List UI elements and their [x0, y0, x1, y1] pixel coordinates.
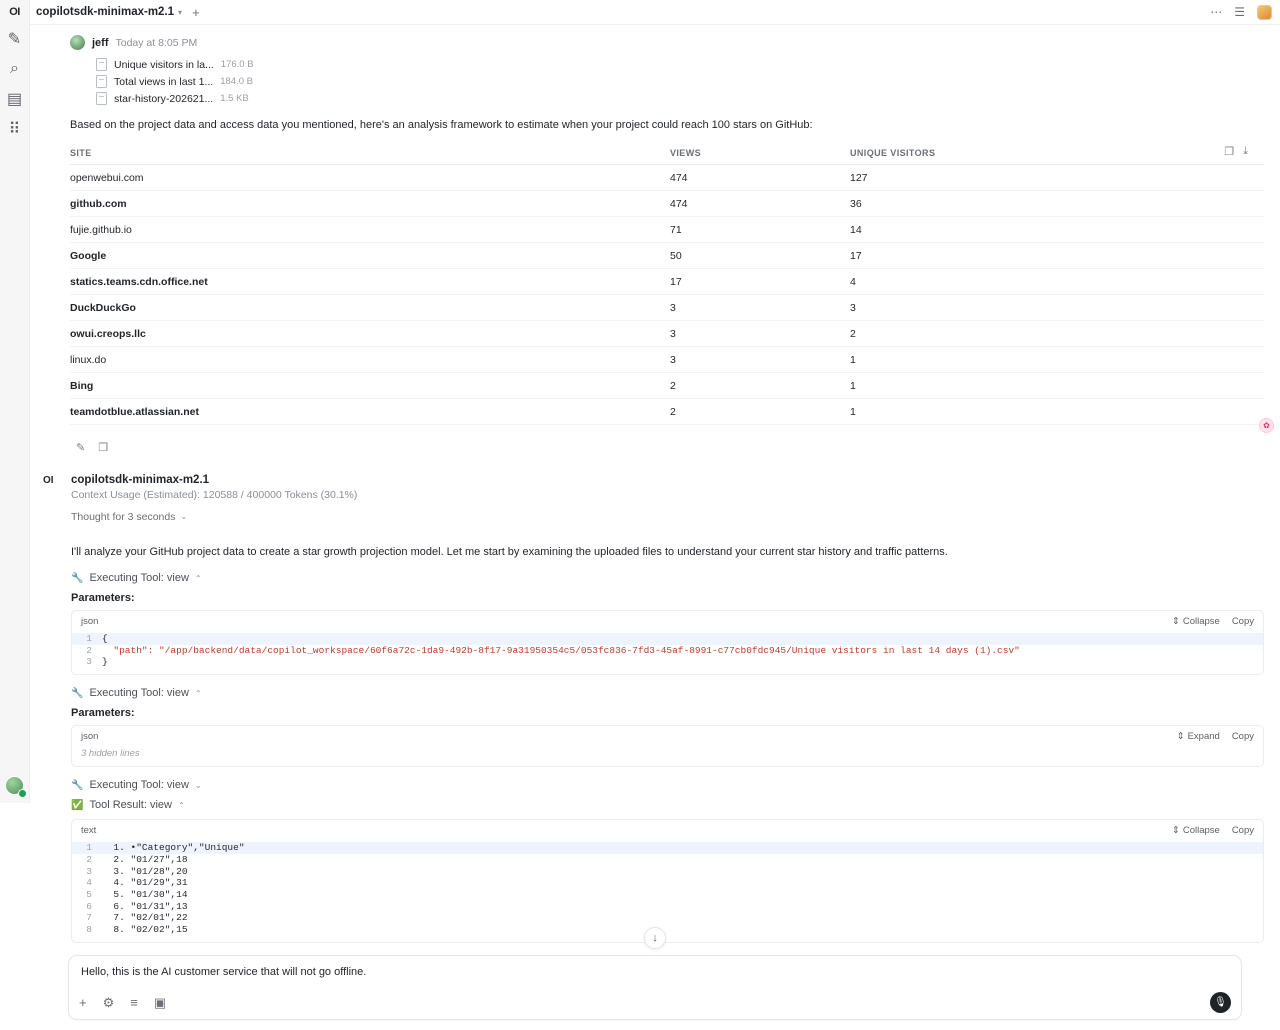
- tool-result-label: Tool Result: view: [89, 799, 172, 812]
- cell-site: openwebui.com: [70, 164, 670, 190]
- file-icon: [96, 92, 107, 105]
- code-text: 2. "01/27",18: [102, 853, 188, 865]
- traffic-table-wrapper: [70, 144, 1264, 425]
- account-avatar[interactable]: [1257, 5, 1272, 20]
- code-block-actions: [1172, 825, 1254, 836]
- attachment-size: 176.0 B: [220, 59, 254, 70]
- line-number: 1: [86, 633, 92, 644]
- line-number: 3: [86, 656, 92, 668]
- chevron-up-icon: ⌃: [178, 800, 185, 810]
- cell-views: 50: [670, 242, 850, 268]
- cell-views: 71: [670, 216, 850, 242]
- cell-unique-visitors: 14: [850, 216, 1264, 242]
- collapse-label: Collapse: [1182, 825, 1220, 837]
- table-row: [70, 346, 1264, 372]
- thought-label: Thought for 3 seconds: [71, 510, 176, 523]
- code-text: 6. "01/31",13: [102, 900, 188, 912]
- code-text: }: [102, 656, 108, 668]
- new-tab-button[interactable]: +: [192, 4, 200, 20]
- cell-site: owui.creops.llc: [70, 320, 670, 346]
- online-status-badge: [18, 789, 27, 798]
- assistant-badge: OI: [43, 474, 54, 486]
- code-line: [72, 633, 1263, 645]
- more-options-icon[interactable]: ⋯: [1210, 5, 1223, 19]
- assistant-model-name: copilotsdk-minimax-m2.1: [71, 473, 210, 486]
- collapse-button[interactable]: [1172, 616, 1220, 627]
- code-block-parameters-1: [71, 610, 1264, 675]
- code-line: [72, 912, 1263, 924]
- user-name: jeff: [92, 36, 109, 49]
- code-text: {: [102, 633, 108, 644]
- cell-site: statics.teams.cdn.office.net: [70, 268, 670, 294]
- user-avatar-rail[interactable]: [5, 776, 24, 795]
- voice-input-button[interactable]: 🎙: [1210, 992, 1231, 1013]
- tool-call-row[interactable]: [71, 572, 1264, 584]
- cell-site: Google: [70, 242, 670, 268]
- conversation-scroll[interactable]: [30, 25, 1280, 955]
- assistant-body: [71, 474, 1264, 955]
- code-block-tool-result: [71, 819, 1264, 943]
- table-row: [70, 190, 1264, 216]
- table-row: [70, 242, 1264, 268]
- parameters-label: Parameters:: [71, 707, 135, 720]
- collapse-icon: ⇕: [1171, 825, 1180, 837]
- cell-views: 3: [670, 294, 850, 320]
- copy-button[interactable]: Copy: [1231, 825, 1254, 837]
- add-attachment-button[interactable]: +: [79, 994, 87, 1010]
- composer-toolbar: [79, 992, 1231, 1013]
- line-number: 2: [86, 853, 92, 865]
- library-icon[interactable]: [4, 88, 26, 110]
- edit-message-icon[interactable]: ✎: [76, 441, 86, 454]
- line-number: 8: [86, 924, 92, 936]
- code-line: [72, 854, 1263, 866]
- list-item[interactable]: [96, 56, 1264, 73]
- traffic-table: [70, 148, 1264, 425]
- composer[interactable]: [68, 955, 1242, 1020]
- code-text: 8. "02/02",15: [102, 924, 188, 936]
- code-text: 4. "01/29",31: [102, 877, 188, 889]
- line-number: 5: [86, 888, 92, 900]
- code-line: [72, 842, 1263, 854]
- code-line: [72, 645, 1263, 657]
- cell-views: 474: [670, 190, 850, 216]
- table-row: [70, 216, 1264, 242]
- titlebar-actions: [1210, 5, 1272, 20]
- code-text: 1. •"Category","Unique": [102, 842, 245, 854]
- table-row: [70, 294, 1264, 320]
- cell-unique-visitors: 36: [850, 190, 1264, 216]
- wrench-icon: 🔧: [71, 572, 84, 584]
- code-line: [72, 877, 1263, 889]
- table-header-row: [70, 148, 1264, 165]
- artifacts-button[interactable]: ▣: [153, 994, 167, 1010]
- code-text: 3. "01/28",20: [102, 865, 188, 877]
- chevron-down-icon: ⌄: [194, 780, 202, 790]
- parameters-label: Parameters:: [71, 592, 135, 604]
- code-text: 5. "01/30",14: [102, 888, 188, 900]
- attachment-name: Unique visitors in la...: [114, 58, 214, 71]
- expand-button[interactable]: [1177, 731, 1220, 742]
- cell-views: 3: [670, 346, 850, 372]
- code-language: text: [81, 825, 97, 837]
- attachment-list: [96, 56, 1264, 107]
- assistant-message: [43, 473, 1264, 955]
- tool-call-label: Executing Tool: view: [89, 572, 189, 584]
- assistant-text: I'll analyze your GitHub project data to create a star growth projection model. Let me start by examining the uploaded files to understand your current star history and traffic patterns.: [71, 545, 948, 558]
- line-number: 7: [86, 912, 92, 924]
- thought-toggle[interactable]: [71, 511, 187, 523]
- expand-label: Expand: [1187, 731, 1220, 743]
- cell-unique-visitors: 1: [850, 346, 1264, 372]
- app-logo: OI: [9, 6, 20, 18]
- cell-unique-visitors: 2: [850, 320, 1264, 346]
- message-timestamp: Today at 8:05 PM: [115, 36, 198, 49]
- tools-button[interactable]: ⚙: [102, 994, 115, 1010]
- chevron-down-icon[interactable]: ▾: [178, 7, 183, 17]
- code-body[interactable]: [72, 840, 1263, 942]
- user-message-text: Based on the project data and access data you mentioned, here's an analysis framework to estimate when your project could reach 100 stars on GitHub:: [70, 119, 813, 131]
- copy-table-icon[interactable]: ❐: [1224, 145, 1235, 158]
- library-glyph: ▤: [6, 91, 23, 108]
- toggle-panel-icon[interactable]: ☰: [1234, 5, 1245, 19]
- copy-message-icon[interactable]: ❐: [98, 441, 109, 454]
- cell-unique-visitors: 1: [850, 398, 1264, 424]
- line-number: 6: [86, 900, 92, 912]
- cell-site: linux.do: [70, 346, 670, 372]
- tool-call-row[interactable]: [71, 779, 1264, 791]
- line-number: 3: [86, 865, 92, 877]
- code-line: [72, 901, 1263, 913]
- cell-site: fujie.github.io: [70, 216, 670, 242]
- avatar: [70, 35, 85, 50]
- chat-title[interactable]: copilotsdk-minimax-m2.1: [36, 6, 175, 18]
- code-line: [72, 866, 1263, 878]
- code-language: json: [81, 731, 99, 743]
- code-body[interactable]: [72, 631, 1263, 674]
- expand-icon: ⇕: [1176, 731, 1185, 743]
- apps-icon[interactable]: [4, 118, 26, 140]
- cell-site: teamdotblue.atlassian.net: [70, 398, 670, 424]
- wrench-icon: 🔧: [71, 687, 84, 699]
- cell-site: DuckDuckGo: [70, 294, 670, 320]
- cell-views: 474: [670, 164, 850, 190]
- file-icon: [96, 58, 107, 71]
- code-block-parameters-2: [71, 725, 1264, 767]
- line-number: 1: [86, 842, 92, 854]
- user-message-header: [70, 35, 1264, 50]
- copy-button[interactable]: Copy: [1231, 731, 1254, 743]
- apps-glyph: ⠿: [8, 121, 21, 138]
- wrench-icon: 🔧: [71, 779, 84, 791]
- list-item[interactable]: [96, 90, 1264, 107]
- code-language: json: [81, 616, 99, 627]
- copy-button[interactable]: Copy: [1231, 616, 1254, 627]
- column-header-site: SITE: [70, 148, 670, 165]
- tool-call-label: Executing Tool: view: [89, 687, 189, 700]
- conversation-inner: [30, 25, 1280, 955]
- code-block-actions: [1177, 731, 1254, 742]
- main-column: [30, 0, 1280, 1010]
- cell-views: 2: [670, 372, 850, 398]
- code-block-actions: [1172, 616, 1254, 627]
- assistant-floating-badge-icon[interactable]: ✿: [1259, 418, 1274, 433]
- cell-unique-visitors: 3: [850, 294, 1264, 320]
- search-glyph: ⌕: [10, 60, 19, 77]
- cell-site: github.com: [70, 190, 670, 216]
- table-row: [70, 398, 1264, 424]
- attachment-name: Total views in last 1...: [114, 75, 214, 88]
- code-line: [72, 889, 1263, 901]
- column-header-views: VIEWS: [670, 148, 850, 165]
- table-row: [70, 372, 1264, 398]
- cell-views: 17: [670, 268, 850, 294]
- file-icon: [96, 75, 107, 88]
- cell-views: 3: [670, 320, 850, 346]
- code-block-header: [72, 820, 1263, 840]
- code-line: [72, 656, 1263, 668]
- attachment-size: 184.0 B: [220, 76, 253, 87]
- table-row: [70, 268, 1264, 294]
- code-text: 7. "02/01",22: [102, 912, 188, 924]
- titlebar: [30, 0, 1280, 25]
- code-text: "path": "/app/backend/data/copilot_workspace/60f6a72c-1da9-492b-8f17-9a31950354c5/053fc836-7fd3-45af-8991-c77cb0fdc945/Unique visitors in last 14 days (1).csv": [102, 644, 1020, 656]
- line-number: 2: [86, 644, 92, 656]
- cell-site: Bing: [70, 372, 670, 398]
- chevron-down-icon: ⌄: [180, 512, 188, 521]
- cell-unique-visitors: 4: [850, 268, 1264, 294]
- composer-area: [30, 955, 1280, 1030]
- code-block-header: [72, 726, 1263, 746]
- hidden-lines-label[interactable]: 3 hidden lines: [81, 748, 140, 760]
- column-header-unique-visitors: UNIQUE VISITORS: [850, 148, 1264, 165]
- options-button[interactable]: ≡: [130, 994, 138, 1010]
- cell-views: 2: [670, 398, 850, 424]
- tool-call-row[interactable]: [71, 687, 1264, 699]
- code-line: [72, 924, 1263, 936]
- check-icon: ✅: [71, 799, 84, 811]
- left-rail: [0, 0, 30, 803]
- cell-unique-visitors: 127: [850, 164, 1264, 190]
- scroll-to-bottom-button[interactable]: ↓: [644, 927, 666, 949]
- context-usage: Context Usage (Estimated): 120588 / 400000 Tokens (30.1%): [71, 488, 358, 501]
- code-block-header: [72, 611, 1263, 631]
- table-actions: [1224, 145, 1248, 158]
- chevron-up-icon: ⌃: [194, 573, 202, 583]
- message-input[interactable]: Hello, this is the AI customer service that will not go offline.: [81, 965, 367, 978]
- list-item[interactable]: [96, 73, 1264, 90]
- tool-result-row[interactable]: [71, 799, 1264, 811]
- chevron-up-icon: ⌃: [194, 688, 202, 698]
- collapse-label: Collapse: [1182, 616, 1220, 627]
- cell-unique-visitors: 17: [850, 242, 1264, 268]
- attachment-size: 1.5 KB: [220, 93, 249, 104]
- new-chat-glyph: ✎: [7, 31, 22, 48]
- collapse-icon: ⇕: [1171, 616, 1180, 627]
- table-row: [70, 320, 1264, 346]
- cell-unique-visitors: 1: [850, 372, 1264, 398]
- collapse-button[interactable]: [1172, 825, 1220, 836]
- download-table-icon[interactable]: ⤓: [1243, 144, 1248, 157]
- search-icon[interactable]: [4, 58, 26, 80]
- attachment-name: star-history-202621...: [114, 92, 214, 105]
- message-actions: [70, 433, 1264, 468]
- line-number: 4: [86, 877, 92, 889]
- table-row: [70, 164, 1264, 190]
- tool-call-label: Executing Tool: view: [89, 779, 189, 792]
- new-chat-icon[interactable]: [4, 28, 26, 50]
